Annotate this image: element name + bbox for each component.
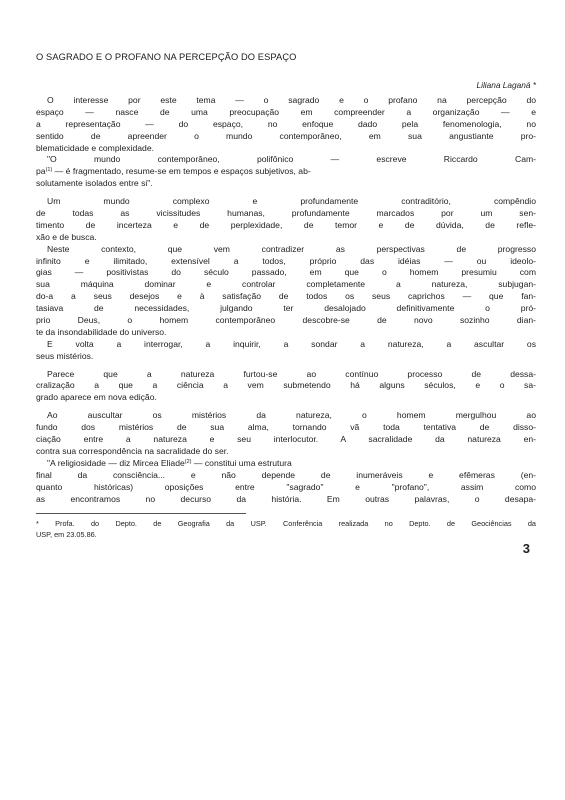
body-line [36,178,536,190]
body-line [36,131,536,143]
footnote-reference: (1) [45,167,53,174]
body-line [36,303,536,315]
body-line [36,380,536,392]
body-line [36,95,536,107]
body-line-text: "O mundo contemporâneo, polifônico — escreve Riccardo Cam- [47,154,536,165]
body-line-text: infinito e ilimitado, extensível a todos, próprio das idéias — ou ideolo- [36,255,536,266]
body-line-text: ciação entre a natureza e seu interlocutor. A sacralidade da natureza en- [36,434,536,445]
body-line [36,458,536,470]
body-line-text: sentido de apreender o mundo contemporâneo, em sua angustiante pro- [36,130,536,141]
body-line [36,232,536,244]
author-name: Liliana Laganá * [476,80,536,90]
body-line-text: xão e de busca. [36,231,97,242]
body-line-text: quanto históricas) oposições entre "sagrado" e "profano", assim como [36,481,536,492]
body-line-text: E volta a interrogar, a inquirir, a sondar a natureza, a ascultar os [47,338,536,349]
body-line [36,208,536,220]
body-line-text: espaço — nasce de uma preocupação em compreender a organização — e [36,106,536,117]
body-line [36,494,536,506]
body-line-text: seus mistérios. [36,350,94,361]
body-line [36,327,536,339]
body-line [36,410,536,422]
body-line-text: Ao auscultar os mistérios da natureza, o homem mergulhou ao [47,410,536,421]
body-line [36,220,536,232]
body-line-text: do-a a seus desejos e à satisfação de todos os seus caprichos — que fan- [36,291,536,302]
body-line-text: Um mundo complexo e profundamente contraditório, compêndio [47,196,536,207]
body-line-text: solutamente isolados entre si". [36,178,153,189]
body-line [36,434,536,446]
body-line-text: Parece que a natureza furtou-se ao contínuo processo de dessa- [47,368,536,379]
body-line [36,119,536,131]
body-line-text: cralização a que a ciência a vem submetendo há alguns séculos, e o sa- [36,380,536,391]
article-body [36,95,536,505]
body-line [36,267,536,279]
body-line-text: — é fragmentado, resume-se em tempos e espaços subjetivos, ab- [52,166,311,177]
footnote [36,519,536,540]
footnote-reference: (2) [184,458,192,465]
body-line [36,107,536,119]
body-line [36,470,536,482]
body-line [36,339,536,351]
body-line-text: as encontramos no decurso da história. Em outras palavras, o desapa- [36,493,536,504]
body-line [36,315,536,327]
body-line-text: te da insondabilidade do universo. [36,326,167,337]
body-line [36,392,536,404]
page-number: 3 [522,541,530,556]
body-line-text: prio Deus, o homem contemporâneo descobre-se de novo sozinho dian- [36,315,536,326]
body-line [36,482,536,494]
body-line-text: de todas as vicissitudes humanas, profundamente marcados por um sen- [36,208,536,219]
body-line-text: fundo dos mistérios de sua alma, tornando vã toda tentativa de disso- [36,422,536,433]
body-line-text: — constitui uma estrutura [191,457,292,468]
body-line-text: timento de incerteza e de perplexidade, de temor e de dúvida, de refle- [36,219,536,230]
body-line [36,196,536,208]
body-line-text: grado aparece em nova edição. [36,392,157,403]
body-line [36,154,536,166]
body-line [36,291,536,303]
body-line [36,244,536,256]
body-line [36,256,536,268]
body-line-text: pa [36,166,46,177]
body-line-text: final da consciência... e não depende de inumeráveis e efêmeras (en- [36,469,536,480]
body-line-text: tasiava de necessidades, julgando ter desalojado definitivamente o pró- [36,303,536,314]
footnote-line: * Profa. do Depto. de Geografia da USP. Conferência realizada no Depto. de Geociências da [36,519,536,528]
body-line-text: O interesse por este tema — o sagrado e o profano na percepção do [47,95,536,105]
body-line-text: blematicidade e complexidade. [36,142,154,153]
body-line [36,446,536,458]
body-line [36,422,536,434]
body-line [36,166,536,178]
body-line [36,351,536,363]
article-title: O SAGRADO E O PROFANO NA PERCEPÇÃO DO ESPAÇO [36,52,297,62]
footnote-divider [36,513,246,514]
body-line [36,279,536,291]
body-line-text: a representação — do espaço, no enfoque dado pela fenomenologia, no [36,118,536,129]
body-line [36,369,536,381]
footnote-line: USP, em 23.05.86. [36,529,97,539]
body-line-text: gias — positivistas do século passado, em que o homem presumiu com [36,267,536,278]
body-line-text: "A religiosidade — diz Mircea Eliade [47,457,185,468]
body-line-text: Neste contexto, que vem contradizer as perspectivas de progresso [47,243,536,254]
body-line-text: contra sua correspondência na sacralidade do ser. [36,445,229,456]
body-line [36,143,536,155]
body-line-text: sua máquina dominar e controlar completamente a natureza, subjugan- [36,279,536,290]
